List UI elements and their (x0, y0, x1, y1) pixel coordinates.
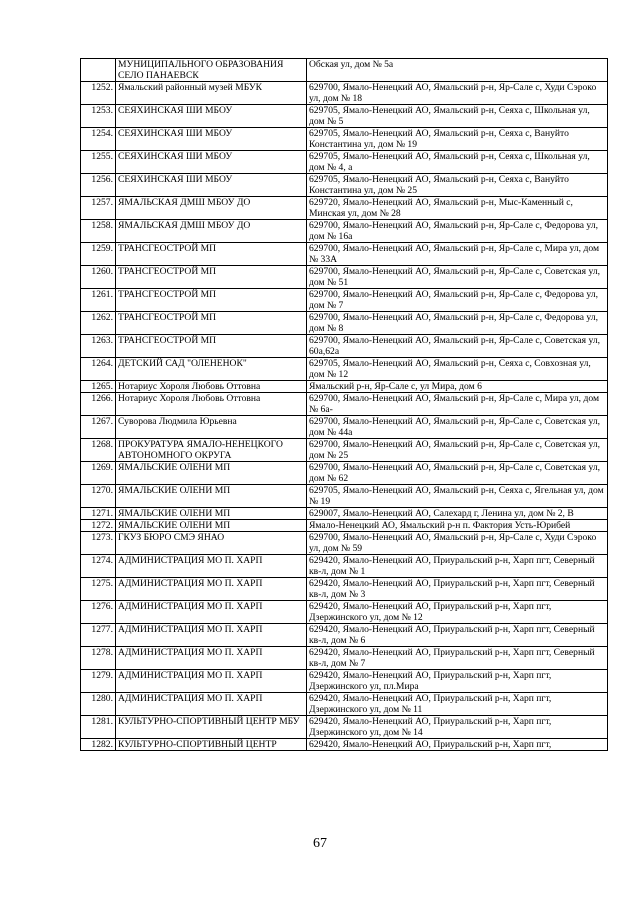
organization-cell: ЯМАЛЬСКИЕ ОЛЕНИ МП (116, 462, 307, 485)
table-row (81, 289, 608, 312)
table-row (81, 624, 608, 647)
address-cell: 629700, Ямало-Ненецкий АО, Ямальский р-н, Яр-Сале с, Советская ул, дом № 51 (307, 266, 608, 289)
address-cell: 629700, Ямало-Ненецкий АО, Ямальский р-н, Яр-Сале с, Советская ул, 60а,62а (307, 335, 608, 358)
address-cell: 629705, Ямало-Ненецкий АО, Ямальский р-н, Сеяха с, Вануйто Константина ул, дом № 25 (307, 174, 608, 197)
table-row (81, 532, 608, 555)
organization-cell: ТРАНСГЕОСТРОЙ МП (116, 289, 307, 312)
address-cell: 629720, Ямало-Ненецкий АО, Ямальский р-н, Мыс-Каменный с, Минская ул, дом № 28 (307, 197, 608, 220)
row-number-cell: 1258. (81, 220, 116, 243)
organization-cell: АДМИНИСТРАЦИЯ МО П. ХАРП (116, 647, 307, 670)
address-cell: 629420, Ямало-Ненецкий АО, Приуральский р-н, Харп пгт, Северный кв-л, дом № 7 (307, 647, 608, 670)
row-number-cell: 1272. (81, 520, 116, 532)
address-cell: 629420, Ямало-Ненецкий АО, Приуральский р-н, Харп пгт, Дзержинского ул, дом № 12 (307, 601, 608, 624)
row-number-cell: 1261. (81, 289, 116, 312)
address-cell: 629420, Ямало-Ненецкий АО, Приуральский р-н, Харп пгт, Дзержинского ул, дом № 14 (307, 716, 608, 739)
row-number-cell: 1278. (81, 647, 116, 670)
organization-cell: ЯМАЛЬСКАЯ ДМШ МБОУ ДО (116, 197, 307, 220)
address-cell: 629705, Ямало-Ненецкий АО, Ямальский р-н, Сеяха с, Вануйто Константина ул, дом № 19 (307, 128, 608, 151)
address-cell: 629420, Ямало-Ненецкий АО, Приуральский р-н, Харп пгт, Северный кв-л, дом № 1 (307, 555, 608, 578)
table-row (81, 520, 608, 532)
table-row (81, 393, 608, 416)
address-cell: 629007, Ямало-Ненецкий АО, Салехард г, Ленина ул, дом № 2, В (307, 508, 608, 520)
row-number-cell: 1270. (81, 485, 116, 508)
address-cell: 629700, Ямало-Ненецкий АО, Ямальский р-н, Яр-Сале с, Федорова ул, дом № 16а (307, 220, 608, 243)
registry-table-body (81, 59, 608, 751)
row-number-cell: 1276. (81, 601, 116, 624)
organization-cell: Нотариус Хороля Любовь Оттовна (116, 381, 307, 393)
table-row (81, 197, 608, 220)
organization-cell: ЯМАЛЬСКИЕ ОЛЕНИ МП (116, 520, 307, 532)
registry-table (80, 58, 608, 751)
row-number-cell: 1259. (81, 243, 116, 266)
row-number-cell: 1281. (81, 716, 116, 739)
table-row (81, 601, 608, 624)
address-cell: 629700, Ямало-Ненецкий АО, Ямальский р-н, Яр-Сале с, Федорова ул, дом № 7 (307, 289, 608, 312)
organization-cell: ДЕТСКИЙ САД "ОЛЕНЕНОК" (116, 358, 307, 381)
table-row (81, 462, 608, 485)
table-row (81, 670, 608, 693)
organization-cell: АДМИНИСТРАЦИЯ МО П. ХАРП (116, 624, 307, 647)
organization-cell: АДМИНИСТРАЦИЯ МО П. ХАРП (116, 601, 307, 624)
address-cell: 629705, Ямало-Ненецкий АО, Ямальский р-н, Сеяха с, Школьная ул, дом № 4, а (307, 151, 608, 174)
address-cell: 629420, Ямало-Ненецкий АО, Приуральский р-н, Харп пгт, Дзержинского ул, дом № 11 (307, 693, 608, 716)
table-row (81, 647, 608, 670)
row-number-cell: 1279. (81, 670, 116, 693)
organization-cell: АДМИНИСТРАЦИЯ МО П. ХАРП (116, 693, 307, 716)
address-cell: 629700, Ямало-Ненецкий АО, Ямальский р-н, Яр-Сале с, Мира ул, дом № 33А (307, 243, 608, 266)
row-number-cell: 1265. (81, 381, 116, 393)
row-number-cell: 1262. (81, 312, 116, 335)
address-cell: 629420, Ямало-Ненецкий АО, Приуральский р-н, Харп пгт, Северный кв-л, дом № 6 (307, 624, 608, 647)
organization-cell: СЕЯХИНСКАЯ ШИ МБОУ (116, 151, 307, 174)
address-cell: 629700, Ямало-Ненецкий АО, Ямальский р-н, Яр-Сале с, Советская ул, дом № 44а (307, 416, 608, 439)
organization-cell: ГКУЗ БЮРО СМЭ ЯНАО (116, 532, 307, 555)
row-number-cell: 1254. (81, 128, 116, 151)
table-row (81, 693, 608, 716)
row-number-cell: 1256. (81, 174, 116, 197)
address-cell: 629700, Ямало-Ненецкий АО, Ямальский р-н, Яр-Сале с, Советская ул, дом № 62 (307, 462, 608, 485)
organization-cell: КУЛЬТУРНО-СПОРТИВНЫЙ ЦЕНТР МБУ (116, 716, 307, 739)
table-row (81, 439, 608, 462)
address-cell: 629420, Ямало-Ненецкий АО, Приуральский р-н, Харп пгт, (307, 739, 608, 751)
row-number-cell: 1255. (81, 151, 116, 174)
table-row (81, 128, 608, 151)
table-row (81, 508, 608, 520)
table-row (81, 716, 608, 739)
address-cell: 629705, Ямало-Ненецкий АО, Ямальский р-н, Сеяха с, Совхозная ул, дом № 12 (307, 358, 608, 381)
table-row (81, 381, 608, 393)
organization-cell: СЕЯХИНСКАЯ ШИ МБОУ (116, 174, 307, 197)
organization-cell: Ямальский районный музей МБУК (116, 82, 307, 105)
row-number-cell: 1271. (81, 508, 116, 520)
organization-cell: Суворова Людмила Юрьевна (116, 416, 307, 439)
table-row (81, 578, 608, 601)
row-number-cell: 1252. (81, 82, 116, 105)
table-row (81, 416, 608, 439)
row-number-cell: 1266. (81, 393, 116, 416)
row-number-cell (81, 59, 116, 82)
organization-cell: АДМИНИСТРАЦИЯ МО П. ХАРП (116, 670, 307, 693)
row-number-cell: 1273. (81, 532, 116, 555)
table-row (81, 555, 608, 578)
address-cell: 629700, Ямало-Ненецкий АО, Ямальский р-н, Яр-Сале с, Худи Сэроко ул, дом № 18 (307, 82, 608, 105)
organization-cell: СЕЯХИНСКАЯ ШИ МБОУ (116, 128, 307, 151)
organization-cell: ПРОКУРАТУРА ЯМАЛО-НЕНЕЦКОГО АВТОНОМНОГО ОКРУГА (116, 439, 307, 462)
row-number-cell: 1280. (81, 693, 116, 716)
organization-cell: ЯМАЛЬСКИЕ ОЛЕНИ МП (116, 485, 307, 508)
row-number-cell: 1257. (81, 197, 116, 220)
address-cell: 629700, Ямало-Ненецкий АО, Ямальский р-н, Яр-Сале с, Федорова ул, дом № 8 (307, 312, 608, 335)
row-number-cell: 1274. (81, 555, 116, 578)
table-row (81, 82, 608, 105)
organization-cell: ТРАНСГЕОСТРОЙ МП (116, 266, 307, 289)
table-row (81, 174, 608, 197)
address-cell: 629700, Ямало-Ненецкий АО, Ямальский р-н, Яр-Сале с, Худи Сэроко ул, дом № 59 (307, 532, 608, 555)
address-cell: Ямальский р-н, Яр-Сале с, ул Мира, дом 6 (307, 381, 608, 393)
row-number-cell: 1260. (81, 266, 116, 289)
row-number-cell: 1268. (81, 439, 116, 462)
address-cell: 629420, Ямало-Ненецкий АО, Приуральский р-н, Харп пгт, Северный кв-л, дом № 3 (307, 578, 608, 601)
address-cell: Обская ул, дом № 5а (307, 59, 608, 82)
organization-cell: АДМИНИСТРАЦИЯ МО П. ХАРП (116, 555, 307, 578)
address-cell: 629700, Ямало-Ненецкий АО, Ямальский р-н, Яр-Сале с, Мира ул, дом № 6а- (307, 393, 608, 416)
organization-cell: МУНИЦИПАЛЬНОГО ОБРАЗОВАНИЯ СЕЛО ПАНАЕВСК (116, 59, 307, 82)
address-cell: 629420, Ямало-Ненецкий АО, Приуральский р-н, Харп пгт, Дзержинского ул, пл.Мира (307, 670, 608, 693)
table-row (81, 105, 608, 128)
address-cell: 629705, Ямало-Ненецкий АО, Ямальский р-н, Сеяха с, Ягельная ул, дом № 19 (307, 485, 608, 508)
row-number-cell: 1253. (81, 105, 116, 128)
table-row (81, 485, 608, 508)
row-number-cell: 1269. (81, 462, 116, 485)
table-row (81, 358, 608, 381)
row-number-cell: 1282. (81, 739, 116, 751)
row-number-cell: 1275. (81, 578, 116, 601)
organization-cell: СЕЯХИНСКАЯ ШИ МБОУ (116, 105, 307, 128)
address-cell: Ямало-Ненецкий АО, Ямальский р-н п. Фактория Усть-Юрибей (307, 520, 608, 532)
organization-cell: Нотариус Хороля Любовь Оттовна (116, 393, 307, 416)
organization-cell: ТРАНСГЕОСТРОЙ МП (116, 335, 307, 358)
organization-cell: ЯМАЛЬСКАЯ ДМШ МБОУ ДО (116, 220, 307, 243)
organization-cell: КУЛЬТУРНО-СПОРТИВНЫЙ ЦЕНТР (116, 739, 307, 751)
table-row (81, 266, 608, 289)
organization-cell: ТРАНСГЕОСТРОЙ МП (116, 312, 307, 335)
table-row (81, 59, 608, 82)
table-row (81, 220, 608, 243)
row-number-cell: 1277. (81, 624, 116, 647)
row-number-cell: 1263. (81, 335, 116, 358)
organization-cell: ЯМАЛЬСКИЕ ОЛЕНИ МП (116, 508, 307, 520)
table-row (81, 335, 608, 358)
row-number-cell: 1267. (81, 416, 116, 439)
address-cell: 629700, Ямало-Ненецкий АО, Ямальский р-н, Яр-Сале с, Советская ул, дом № 25 (307, 439, 608, 462)
address-cell: 629705, Ямало-Ненецкий АО, Ямальский р-н, Сеяха с, Школьная ул, дом № 5 (307, 105, 608, 128)
page-number: 67 (313, 836, 327, 851)
organization-cell: ТРАНСГЕОСТРОЙ МП (116, 243, 307, 266)
table-row (81, 312, 608, 335)
row-number-cell: 1264. (81, 358, 116, 381)
table-row (81, 243, 608, 266)
table-row (81, 151, 608, 174)
organization-cell: АДМИНИСТРАЦИЯ МО П. ХАРП (116, 578, 307, 601)
table-row (81, 739, 608, 751)
